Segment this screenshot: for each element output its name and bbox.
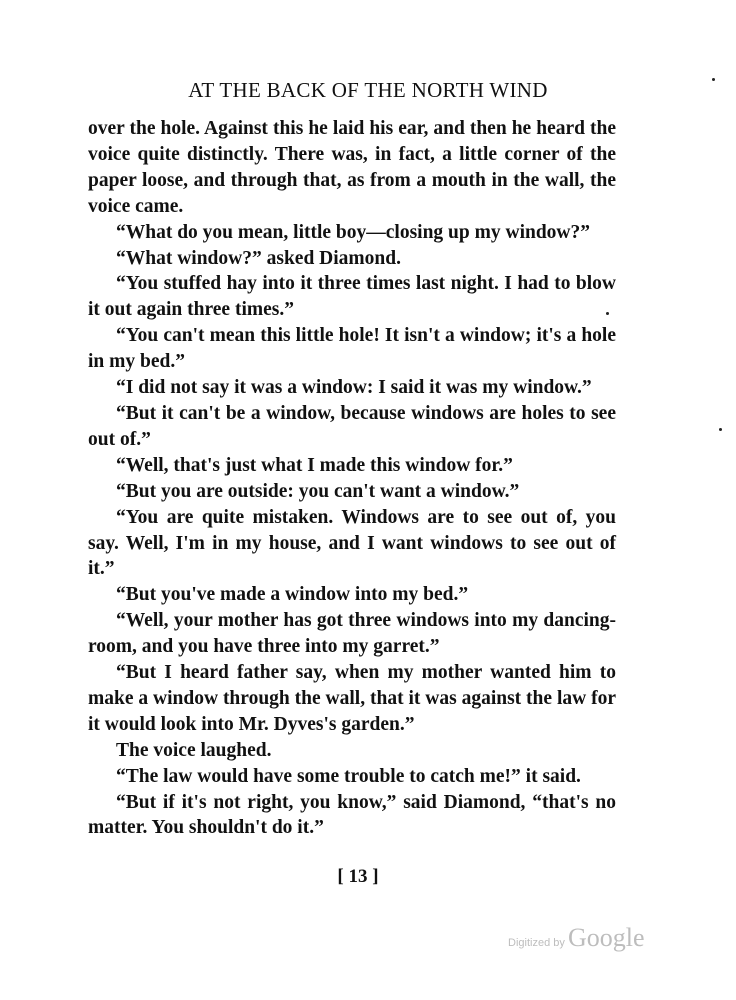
paragraph: “The law would have some trouble to catch me!” it said.	[116, 765, 581, 787]
paragraph: “But you've made a window into my bed.”	[116, 584, 469, 606]
paragraph: “You can't mean this little hole! It isn't a window; it's a hole in my bed.”	[88, 325, 616, 373]
page-body	[88, 116, 616, 841]
paragraph: “Well, your mother has got three windows into my dancing-room, and you have three into my garret.”	[88, 610, 616, 658]
paragraph: “Well, that's just what I made this window for.”	[116, 454, 513, 476]
paragraph: “I did not say it was a window: I said it was my window.”	[116, 377, 592, 399]
scan-speck	[719, 428, 722, 431]
paragraph: over the hole. Against this he laid his ear, and then he heard the voice quite distinctly. There was, in fact, a little corner of the paper loose, and through that, as from a mouth in the wall, the voice came.	[88, 118, 616, 217]
running-header: AT THE BACK OF THE NORTH WIND	[188, 78, 548, 102]
paragraph: “What window?” asked Diamond.	[116, 247, 401, 269]
paragraph: “You stuffed hay into it three times last night. I had to blow it out again three times.”	[88, 273, 616, 321]
paragraph: “What do you mean, little boy—closing up my window?”	[116, 221, 591, 243]
paragraph: “But if it's not right, you know,” said Diamond, “that's no matter. You shouldn't do it.”	[88, 791, 616, 839]
paragraph: “You are quite mistaken. Windows are to see out of, you say. Well, I'm in my house, and I want windows to see out of it.”	[88, 506, 616, 580]
paragraph: “But it can't be a window, because windows are holes to see out of.”	[88, 402, 616, 450]
paragraph: “But I heard father say, when my mother wanted him to make a window through the wall, that it was against the law for it would look into Mr. Dyves's garden.”	[88, 662, 616, 735]
paragraph: “But you are outside: you can't want a window.”	[116, 480, 520, 502]
digitized-watermark	[508, 923, 668, 955]
watermark-prefix: Digitized by	[508, 937, 565, 949]
paragraph: The voice laughed.	[116, 739, 272, 761]
watermark-brand: Google	[568, 923, 645, 952]
page-number: [ 13 ]	[337, 866, 379, 887]
scan-speck	[712, 78, 715, 81]
scan-speck	[606, 312, 609, 315]
